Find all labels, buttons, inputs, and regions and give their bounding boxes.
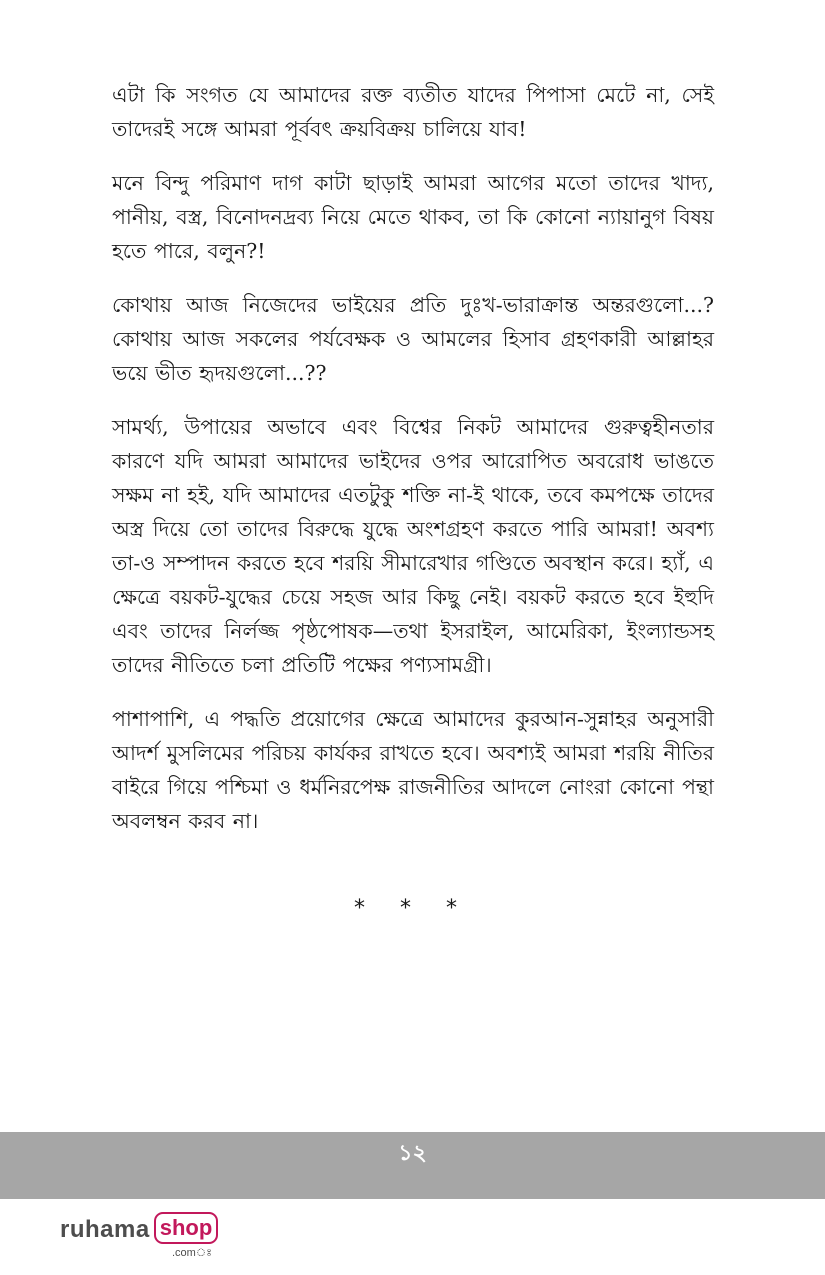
paragraph-3: কোথায় আজ নিজেদের ভাইয়ের প্রতি দুঃখ-ভারাক্রান্ত অন্তরগুলো...? কোথায় আজ সকলের পর্যবেক্ষক ও আমলের হিসাব গ্রহণকারী আল্লাহর ভয়ে ভীত হৃদয়গুলো...?? <box>112 293 714 385</box>
logo-shop-badge <box>154 1212 218 1244</box>
logo-text-shop: shop <box>159 1215 213 1240</box>
section-separator: * * * <box>354 896 471 921</box>
logo-text-domain: .comঃ <box>172 1247 213 1259</box>
paragraph-1: এটা কি সংগত যে আমাদের রক্ত ব্যতীত যাদের পিপাসা মেটে না, সেই তাদেরই সঙ্গে আমরা পূর্ববৎ ক্রয়বিক্রয় চালিয়ে যাব! <box>112 83 714 141</box>
paragraph-4: সামর্থ্য, উপায়ের অভাবে এবং বিশ্বের নিকট আমাদের গুরুত্বহীনতার কারণে যদি আমরা আমাদের ভাইদের ওপর আরোপিত অবরোধ ভাঙতে সক্ষম না হই, যদি আমাদের এতটুকু শক্তি না-ই থাকে, তবে কমপক্ষে তাদের অস্ত্র দিয়ে তো তাদের বিরুদ্ধে যুদ্ধে অংশগ্রহণ করতে পারি আমরা! অবশ্য তা-ও সম্পাদন করতে হবে শরয়ি সীমারেখার গণ্ডিতে অবস্থান করে। হ্যাঁ, এ ক্ষেত্রে বয়কট-যুদ্ধের চেয়ে সহজ আর কিছু নেই। বয়কট করতে হবে ইহুদি এবং তাদের নির্লজ্জ পৃষ্ঠপোষক—তথা ইসরাইল, আমেরিকা, ইংল্যান্ডসহ তাদের নীতিতে চলা প্রতিটি পক্ষের পণ্যসামগ্রী। <box>112 415 714 677</box>
paragraph-5: পাশাপাশি, এ পদ্ধতি প্রয়োগের ক্ষেত্রে আমাদের কুরআন-সুন্নাহর অনুসারী আদর্শ মুসলিমের পরিচয় কার্যকর রাখতে হবে। অবশ্যই আমরা শরয়ি নীতির বাইরে গিয়ে পশ্চিমা ও ধর্মনিরপেক্ষ রাজনীতির আদলে নোংরা কোনো পন্থা অবলম্বন করব না। <box>112 707 714 833</box>
paragraph-2: মনে বিন্দু পরিমাণ দাগ কাটা ছাড়াই আমরা আগের মতো তাদের খাদ্য, পানীয়, বস্ত্র, বিনোদনদ্রব্য নিয়ে মেতে থাকব, তা কি কোনো ন্যায়ানুগ বিষয় হতে পারে, বলুন?! <box>112 171 714 263</box>
logo-text-ruhama: ruhama <box>60 1216 150 1243</box>
page-number: ১২ <box>398 1141 427 1166</box>
book-page-body <box>112 78 714 858</box>
